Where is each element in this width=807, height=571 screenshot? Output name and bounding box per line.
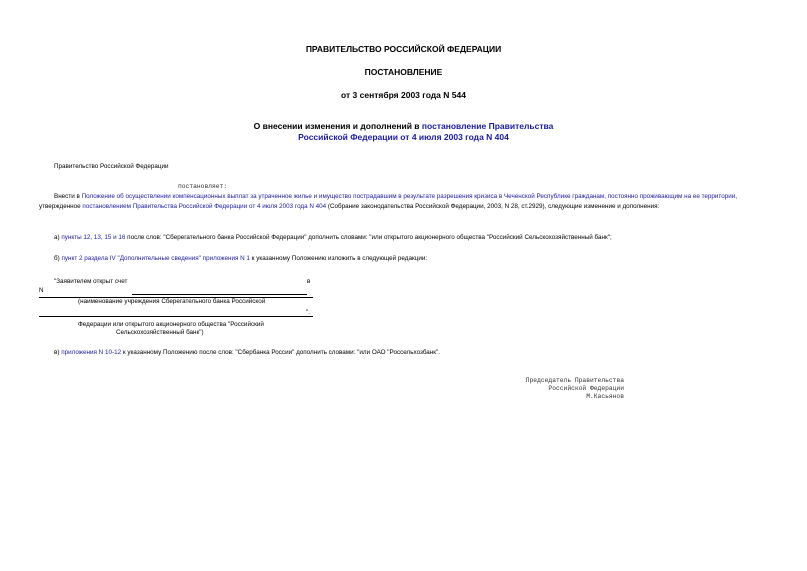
paragraph-main [39,192,770,211]
government-heading: ПРАВИТЕЛЬСТВО РОССИЙСКОЙ ФЕДЕРАЦИИ [305,44,502,54]
signature-org: Российской Федерации [548,385,624,392]
item-a-prefix: а) [54,234,62,241]
item-c-text: к указанному Положению после слов: "Сбербанка России" дополнить словами: "или ОАО "Россельхозбанк". [121,349,441,356]
item-b-text: к указанному Положению изложить в следующей редакции: [249,255,428,262]
title-text: О внесении изменения и дополнений в [253,121,422,131]
document-title [0,121,807,143]
form-end-quote: ". [306,309,310,316]
title-link-part1[interactable]: постановление Правительства [421,121,554,131]
item-b [54,254,427,263]
p1-text-c: (Собрание законодательства Российской Федерации, 2003, N 28, ст.2929), следующие изменение и дополнения: [326,202,660,210]
item-c-prefix: в) [54,349,62,356]
form-note-1: (наименование учреждения Сберегательного банка Российской [78,298,266,305]
signature-name: М.Касьянов [586,393,624,400]
item-a-link[interactable]: пункты 12, 13, 15 и 16 [61,234,126,241]
item-c [54,348,440,357]
item-a-text: после слов: "Сберегательного банка Российской Федерации" дополнить словами: "или открытого акционерного общества "Российский Сельскохозяйственный банк"; [125,234,612,241]
document-date: от 3 сентября 2003 года N 544 [341,90,466,100]
form-note-2b: Сельскохозяйственный банк") [116,329,204,336]
form-note-2a: Федерации или открытого акционерного общества "Российский [78,321,264,328]
form-account-text: "Заявителем открыт счет [54,278,128,285]
item-a [54,233,612,242]
form-line-1 [132,294,307,295]
form-line-3 [39,316,313,317]
decides-label: постановляет: [178,183,228,190]
government-name: Правительство Российской Федерации [54,163,169,170]
item-b-link[interactable]: пункт 2 раздела IV "Дополнительные сведения" приложения N 1 [61,255,250,262]
item-c-link[interactable]: приложения N 10-12 [61,349,122,356]
form-n-text: N [39,287,44,294]
title-link-part2[interactable]: Российской Федерации от 4 июля 2003 года N 404 [298,132,509,142]
p1-text-b: , утвержденное [39,193,738,210]
signature-block [480,377,624,401]
p1-text-a: Внести в [54,193,82,200]
document-type: ПОСТАНОВЛЕНИЕ [364,67,443,77]
item-b-prefix: б) [54,255,62,262]
signature-title: Председатель Правительства [525,377,624,384]
resolution-link[interactable]: постановлением Правительства Российской Федерации от 4 июля 2003 года N 404 [82,202,327,210]
regulation-link[interactable]: Положение об осуществлении компенсационных выплат за утраченное жилье и имущество пострадавшим в результате разрешения кризиса в Чеченской Республике гражданам, постоянно проживающим на ее территории [81,193,736,200]
form-v-text: в [307,278,311,285]
